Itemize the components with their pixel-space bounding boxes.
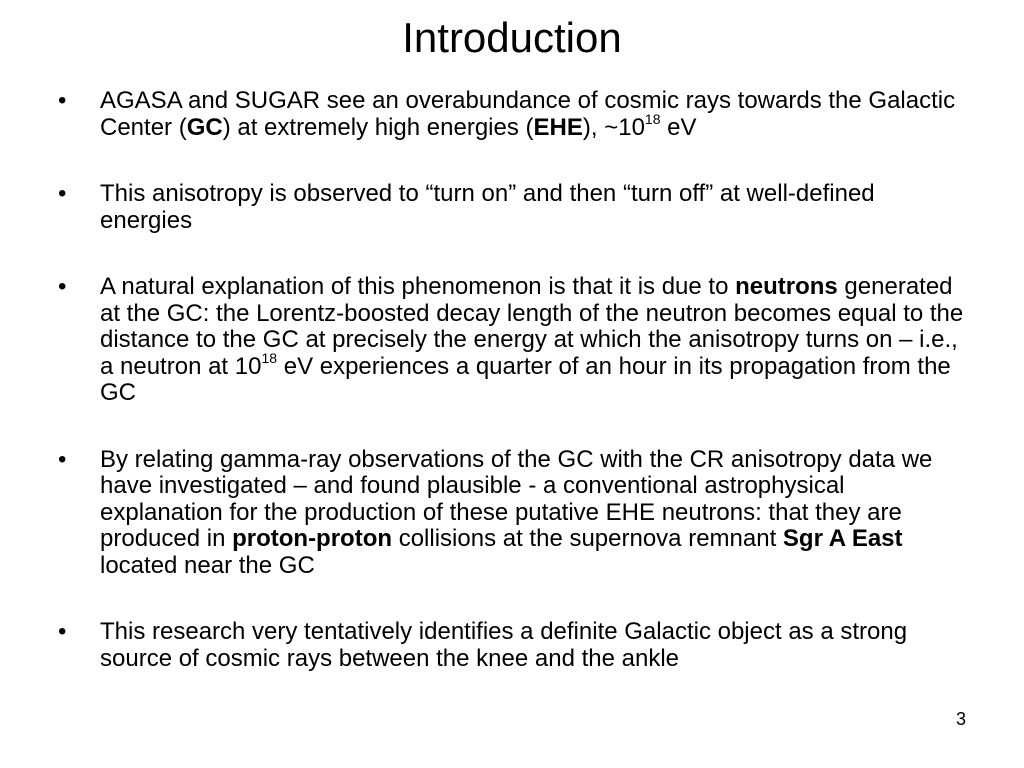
bullet-marker: • xyxy=(58,180,67,207)
text-run: This anisotropy is observed to “turn on” and then “turn off” at well-defined energies xyxy=(100,180,875,234)
bullet-marker: • xyxy=(58,618,67,645)
bullet-text xyxy=(100,181,968,234)
text-run: ), ~10 xyxy=(582,113,645,141)
text-run: eV xyxy=(660,113,697,141)
bullet-marker: • xyxy=(58,445,67,473)
bold-term: proton-proton xyxy=(232,525,393,552)
text-run: ) at extremely high energies ( xyxy=(222,113,534,141)
text-run: A natural explanation of this phenomenon is that it is due to xyxy=(100,273,736,300)
bullet-text xyxy=(100,274,968,407)
slide-title: Introduction xyxy=(402,14,622,61)
text-run: located near the GC xyxy=(100,551,315,579)
bold-term: EHE xyxy=(533,113,583,141)
bullet-item xyxy=(58,274,968,407)
bullet-item xyxy=(58,619,968,672)
bold-term: GC xyxy=(186,113,223,141)
text-run: generated at the GC: the Lorentz-boosted decay length of the neutron becomes equal to the distance to the GC at precisely the energy at which the anisotropy turns on – i.e., a neutron at 10 xyxy=(100,273,964,380)
superscript-exponent: 18 xyxy=(644,110,661,127)
bullet-item xyxy=(58,88,968,141)
bullet-text xyxy=(100,88,968,141)
bullet-text xyxy=(100,447,968,580)
text-run: This research very tentatively identifies a definite Galactic object as a strong source of cosmic rays between the knee and the ankle xyxy=(100,618,908,672)
text-run: eV experiences a quarter of an hour in its propagation from the GC xyxy=(100,352,951,406)
bold-term: Sgr A East xyxy=(782,525,903,552)
text-run: AGASA and SUGAR see an overabundance of cosmic rays towards the Galactic Center ( xyxy=(100,87,956,141)
bullet-item xyxy=(58,447,968,580)
bold-term: neutrons xyxy=(735,273,838,300)
bullet-marker: • xyxy=(58,87,67,114)
bullet-item xyxy=(58,181,968,234)
bullet-marker: • xyxy=(58,273,67,300)
bullet-list xyxy=(58,88,968,672)
bullet-text xyxy=(100,619,968,672)
page-number: 3 xyxy=(955,709,966,729)
text-run: By relating gamma-ray observations of the GC with the CR anisotropy data we have investigated – and found plausible - a conventional astrophysical explanation for the production of these putative EHE neutrons: that they are produced in xyxy=(100,445,933,552)
superscript-exponent: 18 xyxy=(261,349,278,366)
text-run: collisions at the supernova remnant xyxy=(392,525,783,552)
